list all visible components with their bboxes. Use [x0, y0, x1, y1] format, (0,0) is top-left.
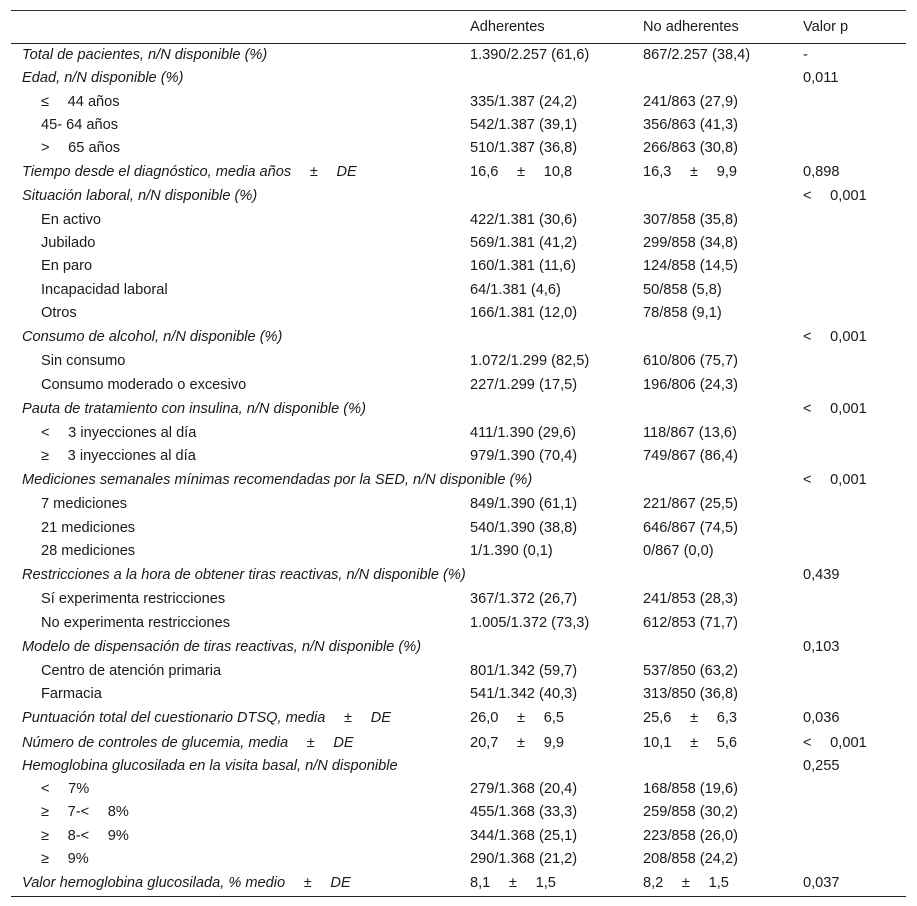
no-adherentes-value: 0/867 (0,0) — [643, 543, 714, 560]
p-value — [792, 374, 906, 397]
adherentes-value: 540/1.390 (38,8) — [470, 519, 578, 536]
row-label: En paro — [41, 258, 93, 275]
p-value — [792, 91, 906, 114]
row-label: Consumo moderado o excesivo — [41, 376, 247, 393]
category-row — [11, 160, 906, 185]
p-value — [792, 612, 906, 635]
no-adherentes-value: 867/2.257 (38,4) — [643, 47, 751, 63]
adherentes-value: 160/1.381 (11,6) — [470, 258, 577, 275]
p-value — [792, 279, 906, 302]
row-label: Centro de atención primaria — [41, 662, 222, 679]
subcategory-row — [11, 660, 906, 683]
row-label: Otros — [41, 304, 77, 321]
subcategory-row — [11, 374, 906, 397]
header-row — [11, 11, 906, 44]
no-adherentes-value: 259/858 (30,2) — [643, 804, 738, 821]
p-value — [792, 801, 906, 824]
no-adherentes-value — [632, 397, 792, 422]
adherentes-value — [458, 397, 632, 422]
adherentes-value: 542/1.387 (39,1) — [470, 116, 578, 133]
row-label: Incapacidad laboral — [41, 281, 168, 298]
row-label: Número de controles de glucemia, media ± DE — [22, 734, 354, 751]
adherentes-value — [458, 755, 632, 778]
row-label: Puntuación total del cuestionario DTSQ, media ± DE — [22, 710, 391, 727]
subcategory-row — [11, 825, 906, 848]
no-adherentes-value — [632, 67, 792, 90]
row-label: Consumo de alcohol, n/N disponible (%) — [22, 329, 283, 346]
no-adherentes-value: 356/863 (41,3) — [643, 116, 738, 133]
category-row — [11, 468, 906, 493]
p-value — [792, 540, 906, 563]
subcategory-row — [11, 422, 906, 445]
category-row — [11, 67, 906, 90]
row-label: Sin consumo — [41, 353, 126, 370]
adherentes-value: 227/1.299 (17,5) — [470, 376, 578, 393]
row-label: ≥ 9% — [41, 851, 89, 868]
adherentes-value: 541/1.342 (40,3) — [470, 686, 578, 703]
row-label: ≥ 3 inyecciones al día — [41, 448, 196, 465]
row-label: Sí experimenta restricciones — [41, 591, 226, 608]
subcategory-row — [11, 445, 906, 468]
subcategory-row — [11, 302, 906, 325]
no-adherentes-value: 241/863 (27,9) — [643, 93, 738, 110]
no-adherentes-value: 78/858 (9,1) — [643, 304, 722, 321]
row-label: Jubilado — [41, 235, 96, 252]
row-label: Modelo de dispensación de tiras reactivas, n/N disponible (%) — [22, 638, 422, 655]
subcategory-row — [11, 801, 906, 824]
subcategory-row — [11, 493, 906, 516]
p-value: 0,103 — [803, 638, 840, 655]
subcategory-row — [11, 612, 906, 635]
p-value — [792, 255, 906, 278]
adherentes-value: 335/1.387 (24,2) — [470, 93, 578, 110]
subcategory-row — [11, 350, 906, 373]
row-label: ≥ 8-< 9% — [41, 827, 129, 844]
p-value: 0,439 — [803, 567, 840, 584]
p-value — [792, 445, 906, 468]
header-no-adherentes: No adherentes — [643, 19, 739, 35]
no-adherentes-value: 749/867 (86,4) — [643, 448, 738, 465]
category-row — [11, 732, 906, 755]
subcategory-row — [11, 683, 906, 706]
p-value — [792, 114, 906, 137]
row-label: > 65 años — [41, 140, 121, 157]
adherentes-value — [458, 563, 632, 588]
adherentes-value: 411/1.390 (29,6) — [470, 424, 577, 441]
row-label: Total de pacientes, n/N disponible (%) — [22, 47, 268, 63]
row-label: Restricciones a la hora de obtener tiras reactivas, n/N disponible (%) — [22, 567, 466, 584]
adherentes-value: 1.390/2.257 (61,6) — [470, 47, 590, 63]
row-label: < 3 inyecciones al día — [41, 424, 197, 441]
p-value — [792, 848, 906, 871]
row-label: Edad, n/N disponible (%) — [22, 70, 184, 87]
adherentes-value: 849/1.390 (61,1) — [470, 496, 578, 513]
no-adherentes-value: 241/853 (28,3) — [643, 591, 738, 608]
p-value — [792, 422, 906, 445]
category-row — [11, 635, 906, 660]
adherentes-value: 8,1 ± 1,5 — [470, 875, 556, 892]
no-adherentes-value: 307/858 (35,8) — [643, 211, 738, 228]
p-value — [792, 137, 906, 160]
category-row — [11, 44, 906, 68]
p-value: < 0,001 — [803, 400, 867, 417]
adherentes-value — [458, 67, 632, 90]
row-label: No experimenta restricciones — [41, 614, 230, 631]
p-value — [792, 209, 906, 232]
no-adherentes-value: 612/853 (71,7) — [643, 614, 738, 631]
no-adherentes-value: 8,2 ± 1,5 — [643, 875, 729, 892]
row-label: Valor hemoglobina glucosilada, % medio ± DE — [22, 875, 351, 892]
adherentes-value: 344/1.368 (25,1) — [470, 827, 578, 844]
adherentes-value: 979/1.390 (70,4) — [470, 448, 578, 465]
category-row — [11, 871, 906, 897]
no-adherentes-value: 313/850 (36,8) — [643, 686, 738, 703]
row-label: 28 mediciones — [41, 543, 136, 560]
adherentes-value: 290/1.368 (21,2) — [470, 851, 578, 868]
no-adherentes-value: 208/858 (24,2) — [643, 851, 738, 868]
no-adherentes-value: 266/863 (30,8) — [643, 140, 738, 157]
p-value: < 0,001 — [803, 734, 867, 751]
p-value — [792, 232, 906, 255]
adherentes-value: 367/1.372 (26,7) — [470, 591, 578, 608]
adherentes-value: 1.005/1.372 (73,3) — [470, 614, 590, 631]
no-adherentes-value: 223/858 (26,0) — [643, 827, 738, 844]
adherentes-value: 510/1.387 (36,8) — [470, 140, 578, 157]
adherentes-value: 1/1.390 (0,1) — [470, 543, 553, 560]
subcategory-row — [11, 279, 906, 302]
no-adherentes-value — [632, 635, 792, 660]
row-label: 7 mediciones — [41, 496, 127, 513]
results-table — [11, 10, 906, 897]
row-label: < 7% — [41, 781, 90, 798]
no-adherentes-value: 168/858 (19,6) — [643, 781, 738, 798]
header-adherentes: Adherentes — [470, 19, 545, 35]
no-adherentes-value — [632, 563, 792, 588]
p-value: - — [803, 47, 808, 63]
p-value — [792, 350, 906, 373]
header-variable — [11, 11, 458, 44]
subcategory-row — [11, 255, 906, 278]
category-row — [11, 563, 906, 588]
p-value — [792, 778, 906, 801]
adherentes-value — [458, 185, 632, 208]
no-adherentes-value — [632, 185, 792, 208]
subcategory-row — [11, 848, 906, 871]
no-adherentes-value: 646/867 (74,5) — [643, 519, 738, 536]
row-label: 45- 64 años — [41, 116, 119, 133]
category-row — [11, 397, 906, 422]
adherentes-value: 166/1.381 (12,0) — [470, 304, 578, 321]
row-label: Pauta de tratamiento con insulina, n/N disponible (%) — [22, 400, 366, 417]
no-adherentes-value: 25,6 ± 6,3 — [643, 710, 737, 727]
adherentes-value: 20,7 ± 9,9 — [470, 734, 564, 751]
p-value — [792, 683, 906, 706]
category-row — [11, 325, 906, 350]
p-value — [792, 493, 906, 516]
p-value: 0,011 — [803, 70, 839, 87]
row-label: Mediciones semanales mínimas recomendadas por la SED, n/N disponible (%) — [22, 472, 533, 489]
category-row — [11, 755, 906, 778]
p-value — [792, 588, 906, 611]
adherentes-value: 279/1.368 (20,4) — [470, 781, 578, 798]
row-label: ≤ 44 años — [41, 93, 120, 110]
p-value: 0,036 — [803, 710, 840, 727]
p-value: < 0,001 — [803, 329, 867, 346]
adherentes-value: 801/1.342 (59,7) — [470, 662, 578, 679]
p-value — [792, 517, 906, 540]
row-label: Situación laboral, n/N disponible (%) — [22, 188, 258, 205]
subcategory-row — [11, 91, 906, 114]
p-value: 0,037 — [803, 875, 840, 892]
subcategory-row — [11, 517, 906, 540]
no-adherentes-value: 124/858 (14,5) — [643, 258, 738, 275]
no-adherentes-value: 299/858 (34,8) — [643, 235, 738, 252]
table-body — [11, 44, 906, 897]
no-adherentes-value: 50/858 (5,8) — [643, 281, 722, 298]
row-label: Tiempo desde el diagnóstico, media años ± DE — [22, 164, 357, 181]
subcategory-row — [11, 137, 906, 160]
subcategory-row — [11, 114, 906, 137]
adherentes-value: 26,0 ± 6,5 — [470, 710, 564, 727]
adherentes-value: 16,6 ± 10,8 — [470, 164, 573, 181]
adherentes-value: 64/1.381 (4,6) — [470, 281, 561, 298]
p-value: < 0,001 — [803, 472, 867, 489]
row-label: Farmacia — [41, 686, 102, 703]
adherentes-value: 1.072/1.299 (82,5) — [470, 353, 590, 370]
subcategory-row — [11, 540, 906, 563]
no-adherentes-value — [632, 755, 792, 778]
row-label: ≥ 7-< 8% — [41, 804, 129, 821]
table-header — [11, 11, 906, 44]
adherentes-value: 455/1.368 (33,3) — [470, 804, 578, 821]
p-value — [792, 302, 906, 325]
no-adherentes-value: 610/806 (75,7) — [643, 353, 738, 370]
p-value — [792, 660, 906, 683]
adherentes-value — [458, 325, 632, 350]
category-row — [11, 707, 906, 732]
no-adherentes-value — [632, 468, 792, 493]
no-adherentes-value: 196/806 (24,3) — [643, 376, 738, 393]
no-adherentes-value: 10,1 ± 5,6 — [643, 734, 737, 751]
p-value — [792, 825, 906, 848]
no-adherentes-value — [632, 325, 792, 350]
no-adherentes-value: 16,3 ± 9,9 — [643, 164, 737, 181]
subcategory-row — [11, 232, 906, 255]
p-value: 0,255 — [803, 757, 840, 774]
p-value: 0,898 — [803, 164, 840, 181]
subcategory-row — [11, 209, 906, 232]
adherentes-value: 569/1.381 (41,2) — [470, 235, 578, 252]
no-adherentes-value: 537/850 (63,2) — [643, 662, 738, 679]
row-label: 21 mediciones — [41, 519, 136, 536]
header-valor-p: Valor p — [803, 19, 849, 35]
subcategory-row — [11, 588, 906, 611]
no-adherentes-value: 221/867 (25,5) — [643, 496, 738, 513]
row-label: Hemoglobina glucosilada en la visita basal, n/N disponible — [22, 757, 398, 774]
adherentes-value: 422/1.381 (30,6) — [470, 211, 578, 228]
adherentes-value — [458, 635, 632, 660]
no-adherentes-value: 118/867 (13,6) — [643, 424, 737, 441]
category-row — [11, 185, 906, 208]
p-value: < 0,001 — [803, 188, 867, 205]
row-label: En activo — [41, 211, 102, 228]
subcategory-row — [11, 778, 906, 801]
